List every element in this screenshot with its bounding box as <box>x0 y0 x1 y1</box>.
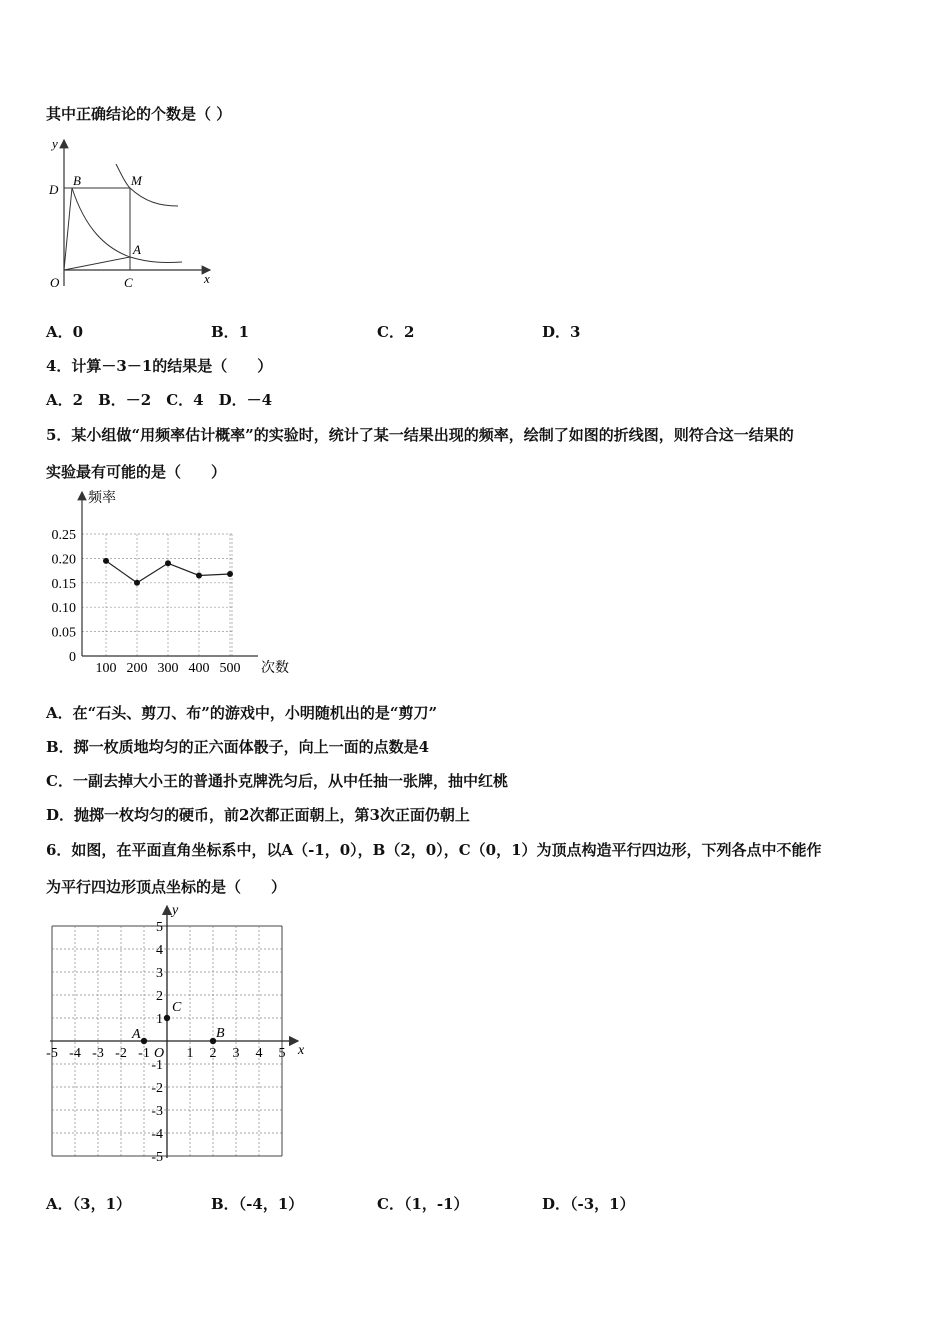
chart-xlabel: 次数 <box>261 661 289 676</box>
q5-stem-line2: 实验最有可能的是（ ） <box>46 463 227 481</box>
grid-x-tick-label: 5 <box>278 1046 286 1061</box>
grid-label-a: A <box>132 1027 141 1042</box>
chart-y-tick-label: 0.05 <box>51 625 76 641</box>
chart-data-point <box>103 558 109 564</box>
label-c: C <box>124 275 133 290</box>
q3-figure <box>40 136 220 296</box>
grid-y-tick-label: -3 <box>151 1104 163 1119</box>
grid-x-tick-label: -2 <box>115 1046 127 1061</box>
label-o: O <box>50 275 60 290</box>
q6-coordinate-grid <box>40 900 310 1172</box>
grid-x-tick-label: 1 <box>186 1046 194 1061</box>
chart-y-tick-label: 0.25 <box>51 528 76 543</box>
point-c <box>164 1015 170 1021</box>
grid-y-tick-label: -2 <box>151 1081 163 1096</box>
label-a: A <box>133 242 141 257</box>
frequency-line-chart <box>36 486 306 680</box>
chart-x-tick-label: 300 <box>157 661 179 676</box>
chart-y-tick-label: 0.20 <box>51 552 76 568</box>
grid-label-y: y <box>172 903 179 918</box>
chart-x-tick-label: 100 <box>95 661 117 676</box>
grid-label-c: C <box>172 1000 182 1015</box>
grid-y-tick-label: -5 <box>151 1150 163 1165</box>
segment-oa <box>64 257 130 270</box>
chart-data-point <box>227 571 233 577</box>
q5-option-d: D．抛掷一枚均匀的硬币，前2次都正面朝上，第3次正面仍朝上 <box>46 806 470 824</box>
grid-x-tick-label: -1 <box>138 1046 150 1061</box>
grid-y-tick-label: 4 <box>156 943 163 958</box>
grid-y-tick-label: -4 <box>151 1127 163 1142</box>
chart-y-tick-label: 0 <box>69 650 76 665</box>
chart-data-point <box>165 560 171 566</box>
curve-lower <box>72 188 182 262</box>
grid-y-tick-label: 2 <box>156 989 163 1004</box>
grid-x-tick-label: -3 <box>92 1046 104 1061</box>
q6-option-a: A．（3，1） <box>46 1195 132 1213</box>
point-a <box>141 1038 147 1044</box>
grid-x-tick-label: -4 <box>69 1046 81 1061</box>
q6-option-d: D．（-3，1） <box>542 1195 635 1213</box>
label-d: D <box>49 182 59 197</box>
chart-data-point <box>196 572 202 578</box>
chart-x-tick-label: 400 <box>188 661 210 676</box>
q5-option-b: B．掷一枚质地均匀的正六面体骰子，向上一面的点数是4 <box>46 738 430 756</box>
q6-option-c: C．（1，-1） <box>377 1195 469 1213</box>
q4-stem: 4．计算－3－1的结果是（ ） <box>46 357 273 375</box>
label-b: B <box>73 173 81 188</box>
grid-y-tick-label: 3 <box>156 966 163 981</box>
label-y: y <box>52 136 58 151</box>
chart-y-tick-label: 0.15 <box>51 576 76 592</box>
grid-y-tick-label: -1 <box>151 1058 163 1073</box>
chart-data-point <box>134 580 140 586</box>
q5-stem-line1: 5．某小组做“用频率估计概率”的实验时，统计了某一结果出现的频率，绘制了如图的折线图，则符合这一结果的 <box>46 426 794 444</box>
chart-x-tick-label: 500 <box>219 661 241 676</box>
q3-option-d: D．3 <box>542 323 581 341</box>
curve-upper <box>116 164 178 206</box>
grid-y-tick-label: 5 <box>156 920 163 935</box>
q6-stem-line1: 6．如图，在平面直角坐标系中，以A（-1，0），B（2，0），C（0，1）为顶点构造平行四边形，下列各点中不能作 <box>46 841 822 859</box>
chart-ylabel: 频率 <box>88 491 116 506</box>
segment-ob <box>64 188 72 270</box>
chart-x-tick-label: 200 <box>126 661 148 676</box>
chart-y-tick-label: 0.10 <box>51 601 76 617</box>
q3-option-c: C．2 <box>377 323 415 341</box>
grid-x-tick-label: 4 <box>255 1046 263 1061</box>
grid-label-o: O <box>154 1046 165 1061</box>
label-m: M <box>131 173 142 188</box>
grid-label-b: B <box>216 1026 225 1041</box>
grid-x-tick-label: -5 <box>46 1046 58 1061</box>
label-x: x <box>204 271 210 286</box>
grid-label-x: x <box>298 1043 305 1058</box>
grid-x-tick-label: 3 <box>232 1046 240 1061</box>
q3-option-a: A．0 <box>46 323 84 341</box>
q3-option-b: B．1 <box>211 323 250 341</box>
q4-options: A．2 B．－2 C．4 D．－4 <box>46 391 273 409</box>
grid-x-tick-label: 2 <box>209 1046 217 1061</box>
q6-option-b: B．（-4，1） <box>211 1195 304 1213</box>
q3-stem: 其中正确结论的个数是（ ） <box>46 105 232 123</box>
q5-option-c: C．一副去掉大小王的普通扑克牌洗匀后，从中任抽一张牌，抽中红桃 <box>46 772 508 790</box>
q5-option-a: A．在“石头、剪刀、布”的游戏中，小明随机出的是“剪刀” <box>46 704 438 722</box>
grid-y-tick-label: 1 <box>156 1012 163 1027</box>
q6-stem-line2: 为平行四边形顶点坐标的是（ ） <box>46 878 287 896</box>
